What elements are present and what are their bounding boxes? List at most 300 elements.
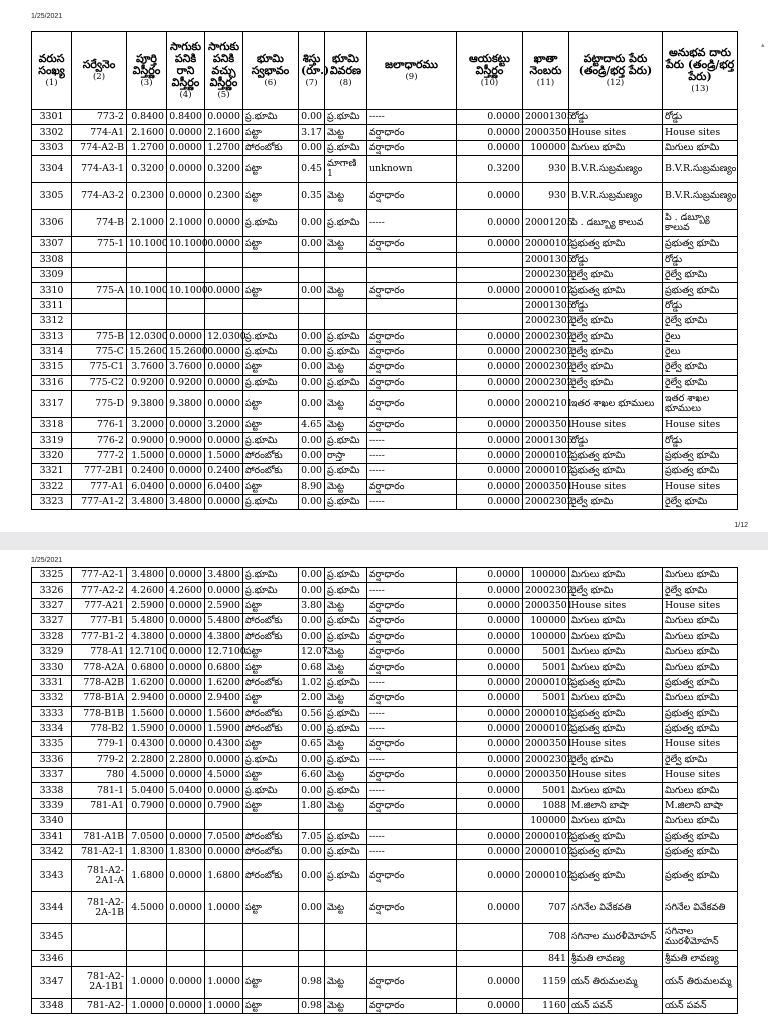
land-nature-cell: పోరంబోకు: [243, 140, 299, 155]
total-extent-cell: 7.0500: [127, 829, 167, 844]
land-nature-cell: పోరంబోకు: [243, 614, 299, 629]
ayacut-extent-cell: 0.0000: [457, 998, 523, 1013]
enjoyer-name-cell: House sites: [663, 598, 738, 613]
tax-amount-cell: 12.07: [299, 644, 325, 659]
uncultivable-extent-cell: 0.0000: [167, 675, 205, 690]
khata-number-cell: 20002302: [523, 360, 569, 375]
total-extent-cell: 6.0400: [127, 479, 167, 494]
tax-amount-cell: 0.00: [299, 614, 325, 629]
water-source-cell: -----: [367, 433, 457, 448]
survey-number-cell: 777-B1-2: [72, 629, 127, 644]
table-row: [32, 860, 738, 892]
survey-number-cell: 777-A1: [72, 479, 127, 494]
serial-number-cell: 3313: [32, 329, 72, 344]
tax-amount-cell: 2.00: [299, 691, 325, 706]
cultivable-extent-cell: 4.3800: [205, 629, 243, 644]
tax-amount-cell: 0.00: [299, 375, 325, 390]
table-row: [32, 951, 738, 966]
land-description-cell: [325, 314, 367, 329]
ayacut-extent-cell: 0.0000: [457, 691, 523, 706]
enjoyer-name-cell: రైల్వే భూమి: [663, 752, 738, 767]
survey-number-cell: 774-A3-2: [72, 183, 127, 210]
table-row: [32, 998, 738, 1013]
enjoyer-name-cell: రైల్వే భూమి: [663, 360, 738, 375]
table-row: [32, 125, 738, 140]
khata-number-cell: 20002302: [523, 375, 569, 390]
tax-amount-cell: 0.98: [299, 998, 325, 1013]
enjoyer-name-cell: రైల్వే భూమి: [663, 495, 738, 510]
tax-amount-cell: 0.00: [299, 329, 325, 344]
tax-amount-cell: 0.00: [299, 495, 325, 510]
land-nature-cell: ప్ర.భూమి: [243, 210, 299, 237]
land-description-cell: మెట్ట: [325, 479, 367, 494]
table-row: [32, 391, 738, 418]
total-extent-cell: 0.8400: [127, 110, 167, 125]
total-extent-cell: 3.7600: [127, 360, 167, 375]
khata-number-cell: 20003501: [523, 737, 569, 752]
water-source-cell: వర్షాధారం: [367, 644, 457, 659]
khata-number-cell: 100000: [523, 629, 569, 644]
water-source-cell: -----: [367, 706, 457, 721]
serial-number-cell: 3323: [32, 495, 72, 510]
pattadar-name-cell: మిగులు భూమి: [569, 644, 663, 659]
pattadar-name-cell: రైల్వే భూమి: [569, 267, 663, 282]
serial-number-cell: 3314: [32, 344, 72, 359]
water-source-cell: వర్షాధారం: [367, 568, 457, 583]
land-nature-cell: పట్టా: [243, 283, 299, 298]
ayacut-extent-cell: [457, 924, 523, 951]
column-header: [523, 32, 569, 110]
water-source-cell: వర్షాధారం: [367, 360, 457, 375]
ayacut-extent-cell: 0.0000: [457, 845, 523, 860]
khata-number-cell: 20000102: [523, 675, 569, 690]
uncultivable-extent-cell: 10.1000: [167, 283, 205, 298]
uncultivable-extent-cell: 1.8300: [167, 845, 205, 860]
column-header-number: (8): [339, 77, 352, 88]
survey-number-cell: 778-B2: [72, 721, 127, 736]
water-source-cell: -----: [367, 675, 457, 690]
ayacut-extent-cell: 0.0000: [457, 783, 523, 798]
uncultivable-extent-cell: 0.0000: [167, 464, 205, 479]
land-nature-cell: పట్టా: [243, 479, 299, 494]
uncultivable-extent-cell: [167, 267, 205, 282]
ayacut-extent-cell: 0.0000: [457, 283, 523, 298]
table-row: [32, 924, 738, 951]
table-row: [32, 706, 738, 721]
cultivable-extent-cell: 1.0000: [205, 966, 243, 998]
uncultivable-extent-cell: 0.0000: [167, 798, 205, 813]
table-row: [32, 237, 738, 252]
ayacut-extent-cell: 0.0000: [457, 433, 523, 448]
ayacut-extent-cell: 0.0000: [457, 479, 523, 494]
water-source-cell: వర్షాధారం: [367, 966, 457, 998]
khata-number-cell: 20000102: [523, 860, 569, 892]
tax-amount-cell: 0.00: [299, 344, 325, 359]
khata-number-cell: 20002101: [523, 391, 569, 418]
khata-number-cell: 1160: [523, 998, 569, 1013]
land-description-cell: ప్ర.భూమి: [325, 495, 367, 510]
land-description-cell: మెట్ట: [325, 798, 367, 813]
column-header-label: ఖాతా నెంబరు: [529, 51, 562, 77]
scrollbar[interactable]: [761, 32, 766, 512]
column-header-label: ఆయకట్టు విస్తీర్ణం: [469, 51, 510, 77]
table-row: [32, 298, 738, 313]
cultivable-extent-cell: 0.6800: [205, 660, 243, 675]
serial-number-cell: 3317: [32, 391, 72, 418]
table-body: [32, 110, 738, 510]
survey-number-cell: 774-A3-1: [72, 156, 127, 183]
total-extent-cell: 1.5900: [127, 721, 167, 736]
water-source-cell: వర్షాధారం: [367, 183, 457, 210]
ayacut-extent-cell: 0.0000: [457, 598, 523, 613]
land-nature-cell: ప్ర.భూమి: [243, 433, 299, 448]
survey-number-cell: 781-A2-2A-1B: [72, 892, 127, 924]
cultivable-extent-cell: [205, 814, 243, 829]
tax-amount-cell: [299, 252, 325, 267]
uncultivable-extent-cell: 2.2800: [167, 752, 205, 767]
survey-number-cell: [72, 314, 127, 329]
land-description-cell: మెట్ట: [325, 183, 367, 210]
enjoyer-name-cell: రోడ్డు: [663, 110, 738, 125]
land-records-table: [31, 567, 738, 1014]
tax-amount-cell: 0.35: [299, 183, 325, 210]
khata-number-cell: 20002302: [523, 344, 569, 359]
ayacut-extent-cell: 0.0000: [457, 375, 523, 390]
khata-number-cell: 100000: [523, 814, 569, 829]
land-description-cell: ప్ర.భూమి: [325, 629, 367, 644]
ayacut-extent-cell: 0.0000: [457, 798, 523, 813]
water-source-cell: [367, 267, 457, 282]
land-description-cell: ప్ర.భూమి: [325, 140, 367, 155]
enjoyer-name-cell: ప్రభుత్వ భూమి: [663, 845, 738, 860]
ayacut-extent-cell: 0.0000: [457, 614, 523, 629]
khata-number-cell: 20003501: [523, 418, 569, 433]
serial-number-cell: 3330: [32, 660, 72, 675]
water-source-cell: వర్షాధారం: [367, 418, 457, 433]
tax-amount-cell: 0.00: [299, 583, 325, 598]
pattadar-name-cell: మిగులు భూమి: [569, 660, 663, 675]
tax-amount-cell: 7.05: [299, 829, 325, 844]
ayacut-extent-cell: 0.0000: [457, 568, 523, 583]
survey-number-cell: 774-A2-B: [72, 140, 127, 155]
tax-amount-cell: [299, 924, 325, 951]
water-source-cell: వర్షాధారం: [367, 140, 457, 155]
serial-number-cell: 3327: [32, 614, 72, 629]
tax-amount-cell: [299, 814, 325, 829]
cultivable-extent-cell: 0.0000: [205, 752, 243, 767]
enjoyer-name-cell: రోడ్డు: [663, 298, 738, 313]
water-source-cell: వర్షాధారం: [367, 237, 457, 252]
land-nature-cell: పట్టా: [243, 798, 299, 813]
tax-amount-cell: 0.00: [299, 783, 325, 798]
enjoyer-name-cell: మిగులు భూమి: [663, 691, 738, 706]
serial-number-cell: 3306: [32, 210, 72, 237]
land-description-cell: మెట్ట: [325, 966, 367, 998]
total-extent-cell: 10.1000: [127, 237, 167, 252]
column-header: [569, 32, 663, 110]
enjoyer-name-cell: రైల్వే భూమి: [663, 583, 738, 598]
tax-amount-cell: 0.00: [299, 210, 325, 237]
khata-number-cell: 20000102: [523, 464, 569, 479]
water-source-cell: వర్షాధారం: [367, 344, 457, 359]
khata-number-cell: 20001305: [523, 298, 569, 313]
column-header-label: జలాధారము: [385, 57, 438, 71]
cultivable-extent-cell: 5.4800: [205, 614, 243, 629]
survey-number-cell: 774-B: [72, 210, 127, 237]
ayacut-extent-cell: 0.0000: [457, 210, 523, 237]
total-extent-cell: 1.0000: [127, 966, 167, 998]
land-nature-cell: పట్టా: [243, 966, 299, 998]
table-row: [32, 783, 738, 798]
ayacut-extent-cell: 0.0000: [457, 464, 523, 479]
column-header: [367, 32, 457, 110]
cultivable-extent-cell: 0.2400: [205, 464, 243, 479]
cultivable-extent-cell: 0.0000: [205, 344, 243, 359]
column-header: [457, 32, 523, 110]
land-nature-cell: ప్ర.భూమి: [243, 752, 299, 767]
cultivable-extent-cell: 2.5900: [205, 598, 243, 613]
total-extent-cell: 1.8300: [127, 845, 167, 860]
enjoyer-name-cell: ప్రభుత్వ భూమి: [663, 829, 738, 844]
pattadar-name-cell: రైల్వే భూమి: [569, 375, 663, 390]
land-nature-cell: పోరంబోకు: [243, 845, 299, 860]
table-row: [32, 966, 738, 998]
land-nature-cell: పోరంబోకు: [243, 829, 299, 844]
total-extent-cell: 1.5000: [127, 448, 167, 463]
water-source-cell: [367, 314, 457, 329]
serial-number-cell: 3348: [32, 998, 72, 1013]
land-description-cell: ప్ర.భూమి: [325, 210, 367, 237]
water-source-cell: -----: [367, 721, 457, 736]
tax-amount-cell: 1.80: [299, 798, 325, 813]
table-row: [32, 140, 738, 155]
uncultivable-extent-cell: 0.0000: [167, 721, 205, 736]
table-row: [32, 583, 738, 598]
ayacut-extent-cell: 0.0000: [457, 448, 523, 463]
uncultivable-extent-cell: [167, 814, 205, 829]
pattadar-name-cell: ప్రభుత్వ భూమి: [569, 721, 663, 736]
tax-amount-cell: 0.00: [299, 629, 325, 644]
total-extent-cell: 0.2300: [127, 183, 167, 210]
column-header: [167, 32, 205, 110]
uncultivable-extent-cell: 0.0000: [167, 860, 205, 892]
table-row: [32, 479, 738, 494]
cultivable-extent-cell: 0.0000: [205, 845, 243, 860]
serial-number-cell: 3328: [32, 629, 72, 644]
enjoyer-name-cell: రైల్వే భూమి: [663, 267, 738, 282]
land-nature-cell: పోరంబోకు: [243, 675, 299, 690]
pattadar-name-cell: మిగులు భూమి: [569, 691, 663, 706]
land-description-cell: ప్ర.భూమి: [325, 583, 367, 598]
tax-amount-cell: 6.60: [299, 768, 325, 783]
table-row: [32, 721, 738, 736]
ayacut-extent-cell: 0.0000: [457, 329, 523, 344]
tax-amount-cell: 0.00: [299, 568, 325, 583]
serial-number-cell: 3304: [32, 156, 72, 183]
water-source-cell: వర్షాధారం: [367, 614, 457, 629]
total-extent-cell: [127, 924, 167, 951]
pattadar-name-cell: రోడ్డు: [569, 298, 663, 313]
serial-number-cell: 3303: [32, 140, 72, 155]
enjoyer-name-cell: మిగులు భూమి: [663, 814, 738, 829]
land-description-cell: ప్ర.భూమి: [325, 829, 367, 844]
water-source-cell: వర్షాధారం: [367, 479, 457, 494]
scroll-up-icon[interactable]: ▴: [761, 41, 765, 49]
survey-number-cell: 775-C2: [72, 375, 127, 390]
table-row: [32, 660, 738, 675]
khata-number-cell: 708: [523, 924, 569, 951]
land-nature-cell: పోరంబోకు: [243, 706, 299, 721]
cultivable-extent-cell: 3.4800: [205, 568, 243, 583]
enjoyer-name-cell: ప్రభుత్వ భూమి: [663, 237, 738, 252]
survey-number-cell: [72, 951, 127, 966]
total-extent-cell: 10.1000: [127, 283, 167, 298]
uncultivable-extent-cell: 0.0000: [167, 614, 205, 629]
khata-number-cell: 20000102: [523, 845, 569, 860]
survey-number-cell: 776-2: [72, 433, 127, 448]
tax-amount-cell: 0.00: [299, 140, 325, 155]
ayacut-extent-cell: 0.0000: [457, 583, 523, 598]
cultivable-extent-cell: 1.5000: [205, 448, 243, 463]
serial-number-cell: 3319: [32, 433, 72, 448]
land-description-cell: ప్ర.భూమి: [325, 568, 367, 583]
land-description-cell: మెట్ట: [325, 998, 367, 1013]
enjoyer-name-cell: మిగులు భూమి: [663, 140, 738, 155]
column-header-label: పట్టాదారు పేరు (తండ్రి/భర్త పేరు): [578, 51, 653, 77]
pattadar-name-cell: మిగులు భూమి: [569, 629, 663, 644]
ayacut-extent-cell: 0.0000: [457, 966, 523, 998]
table-row: [32, 829, 738, 844]
enjoyer-name-cell: మిగులు భూమి: [663, 783, 738, 798]
uncultivable-extent-cell: 0.0000: [167, 329, 205, 344]
table-row: [32, 283, 738, 298]
column-header-number: (2): [92, 71, 106, 82]
land-description-cell: ప్ర.భూమి: [325, 783, 367, 798]
survey-number-cell: 780: [72, 768, 127, 783]
uncultivable-extent-cell: [167, 252, 205, 267]
khata-number-cell: 5001: [523, 691, 569, 706]
pattadar-name-cell: యన్ పవన్: [569, 998, 663, 1013]
land-description-cell: మెట్ట: [325, 691, 367, 706]
table-row: [32, 344, 738, 359]
serial-number-cell: 3327: [32, 598, 72, 613]
column-header-label: శిస్తు (రూ.): [301, 51, 330, 77]
land-description-cell: మెట్ట: [325, 598, 367, 613]
tax-amount-cell: [299, 267, 325, 282]
total-extent-cell: 1.0000: [127, 998, 167, 1013]
survey-number-cell: 775-C1: [72, 360, 127, 375]
cultivable-extent-cell: 1.2700: [205, 140, 243, 155]
enjoyer-name-cell: B.V.R.సుబ్రమణ్యం: [663, 183, 738, 210]
total-extent-cell: 15.2600: [127, 344, 167, 359]
water-source-cell: -----: [367, 845, 457, 860]
land-description-cell: మెట్ట: [325, 737, 367, 752]
land-description-cell: రాస్తా: [325, 448, 367, 463]
water-source-cell: వర్షాధారం: [367, 283, 457, 298]
survey-number-cell: 775-C: [72, 344, 127, 359]
land-nature-cell: పట్టా: [243, 768, 299, 783]
pattadar-name-cell: రైల్వే భూమి: [569, 314, 663, 329]
pattadar-name-cell: రైల్వే భూమి: [569, 360, 663, 375]
enjoyer-name-cell: ప్రభుత్వ భూమి: [663, 283, 738, 298]
cultivable-extent-cell: 0.0000: [205, 210, 243, 237]
table-row: [32, 495, 738, 510]
water-source-cell: వర్షాధారం: [367, 860, 457, 892]
serial-number-cell: 3310: [32, 283, 72, 298]
water-source-cell: వర్షాధారం: [367, 391, 457, 418]
khata-number-cell: 5001: [523, 783, 569, 798]
cultivable-extent-cell: 0.4300: [205, 737, 243, 752]
serial-number-cell: 3343: [32, 860, 72, 892]
enjoyer-name-cell: రోడ్డు: [663, 252, 738, 267]
pattadar-name-cell: మిగులు భూమి: [569, 614, 663, 629]
tax-amount-cell: 8.90: [299, 479, 325, 494]
water-source-cell: -----: [367, 448, 457, 463]
tax-amount-cell: 0.00: [299, 860, 325, 892]
land-description-cell: మెట్ట: [325, 283, 367, 298]
ayacut-extent-cell: 0.0000: [457, 360, 523, 375]
table-row: [32, 329, 738, 344]
table-row: [32, 210, 738, 237]
table-row: [32, 448, 738, 463]
land-description-cell: ప్ర.భూమి: [325, 464, 367, 479]
total-extent-cell: 4.5000: [127, 892, 167, 924]
water-source-cell: [367, 951, 457, 966]
uncultivable-extent-cell: 4.2600: [167, 583, 205, 598]
uncultivable-extent-cell: 0.0000: [167, 568, 205, 583]
land-description-cell: మెట్ట: [325, 237, 367, 252]
uncultivable-extent-cell: 0.0000: [167, 892, 205, 924]
table-row: [32, 418, 738, 433]
land-description-cell: మెట్ట: [325, 768, 367, 783]
pdf-page-2: [0, 550, 768, 1024]
tax-amount-cell: 0.00: [299, 283, 325, 298]
water-source-cell: వర్షాధారం: [367, 125, 457, 140]
land-description-cell: మెట్ట: [325, 391, 367, 418]
serial-number-cell: 3345: [32, 924, 72, 951]
table-row: [32, 752, 738, 767]
land-description-cell: ప్ర.భూమి: [325, 860, 367, 892]
land-nature-cell: పోరంబోకు: [243, 448, 299, 463]
survey-number-cell: [72, 267, 127, 282]
land-description-cell: ప్ర.భూమి: [325, 845, 367, 860]
enjoyer-name-cell: మిగులు భూమి: [663, 568, 738, 583]
survey-number-cell: [72, 298, 127, 313]
pattadar-name-cell: మిగులు భూమి: [569, 783, 663, 798]
column-header-number: (13): [691, 83, 709, 94]
column-header-number: (10): [480, 77, 499, 88]
survey-number-cell: 781-1: [72, 783, 127, 798]
ayacut-extent-cell: 0.0000: [457, 418, 523, 433]
table-row: [32, 375, 738, 390]
total-extent-cell: 1.6200: [127, 675, 167, 690]
uncultivable-extent-cell: 0.9000: [167, 433, 205, 448]
ayacut-extent-cell: 0.0000: [457, 110, 523, 125]
column-header-number: (5): [217, 89, 230, 100]
water-source-cell: వర్షాధారం: [367, 998, 457, 1013]
land-nature-cell: పట్టా: [243, 237, 299, 252]
khata-number-cell: 1159: [523, 966, 569, 998]
cultivable-extent-cell: 0.0000: [205, 783, 243, 798]
land-nature-cell: ప్ర.భూమి: [243, 375, 299, 390]
serial-number-cell: 3308: [32, 252, 72, 267]
column-header: [299, 32, 330, 110]
survey-number-cell: 781-A2-2A-1B1: [72, 966, 127, 998]
table-row: [32, 433, 738, 448]
tax-amount-cell: [299, 951, 325, 966]
khata-number-cell: 20003501: [523, 598, 569, 613]
tax-amount-cell: 0.00: [299, 110, 325, 125]
